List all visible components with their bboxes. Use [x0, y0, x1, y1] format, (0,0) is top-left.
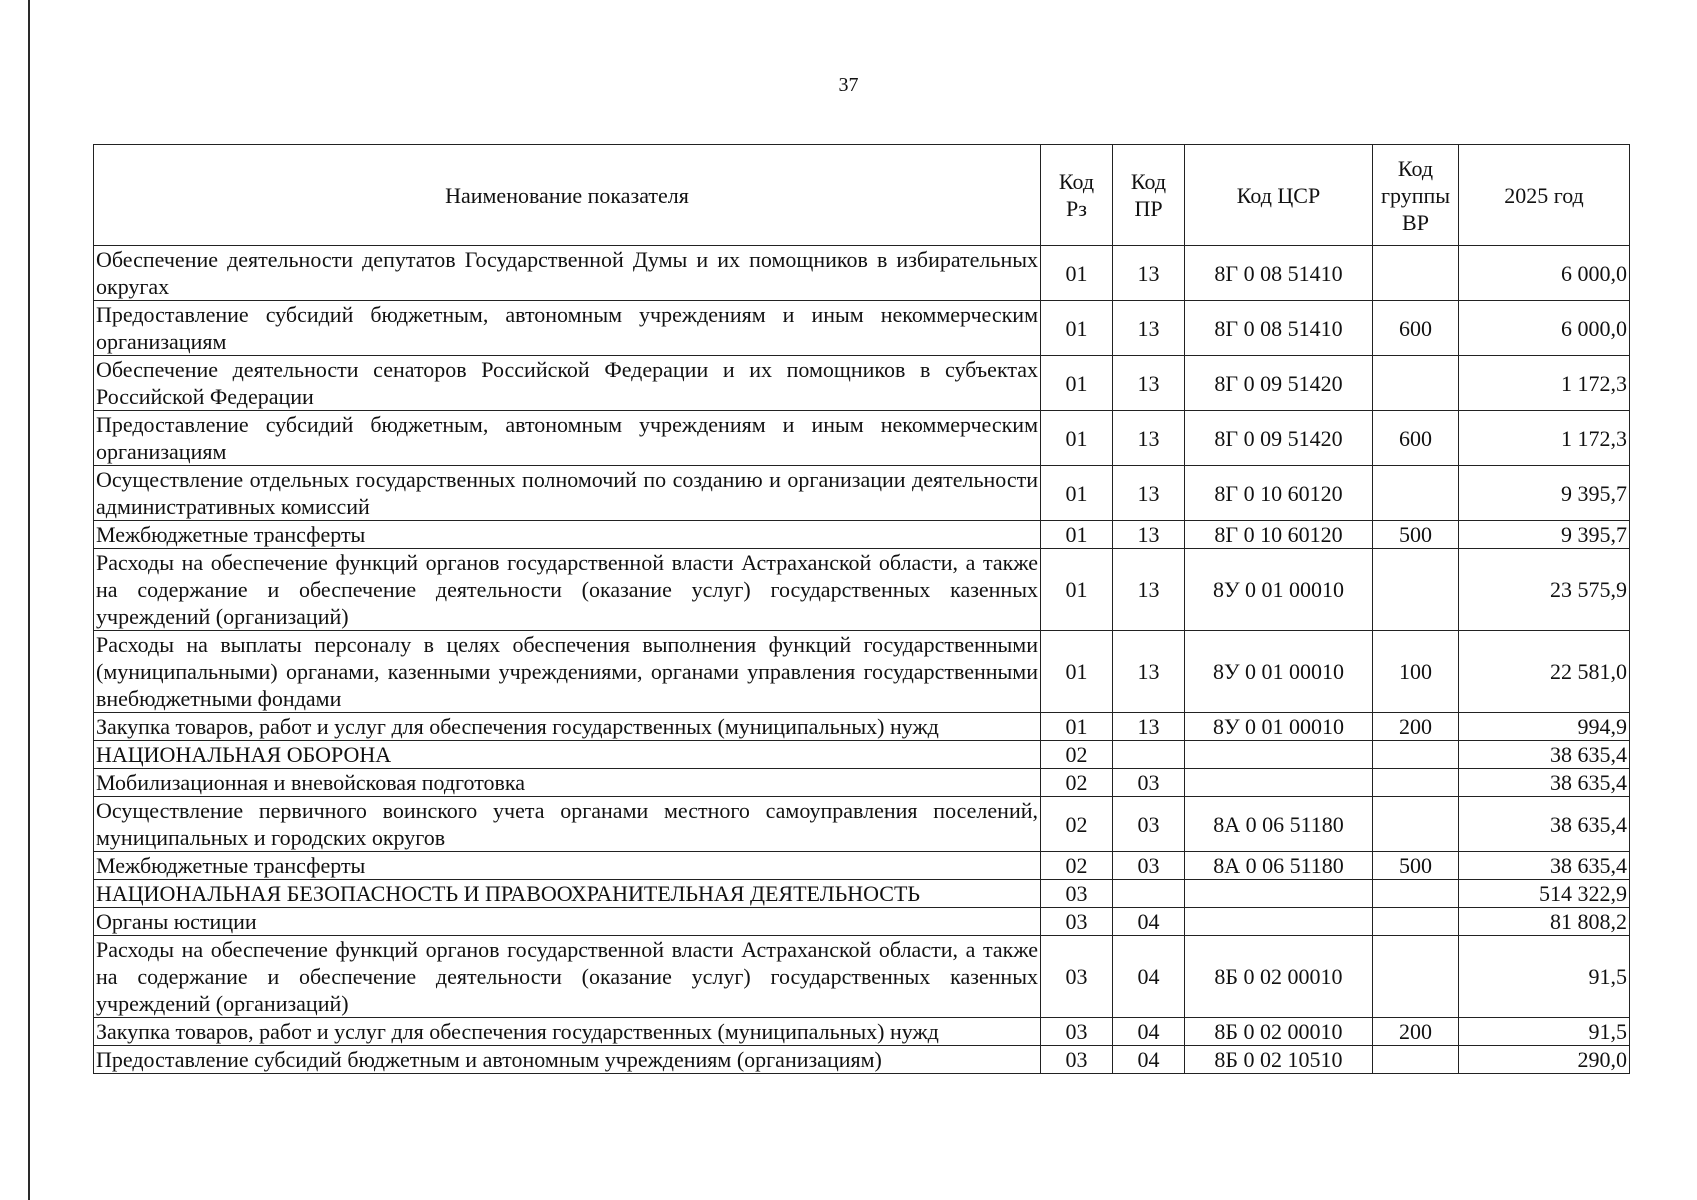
row-name-cell: Предоставление субсидий бюджетным и автономным учреждениям (организациям): [94, 1046, 1041, 1074]
row-vr-cell: 500: [1373, 852, 1459, 880]
row-rz-cell: 03: [1041, 1018, 1113, 1046]
row-vr-cell: [1373, 246, 1459, 301]
row-name-cell: НАЦИОНАЛЬНАЯ ОБОРОНА: [94, 741, 1041, 769]
row-sum-cell: 9 395,7: [1459, 466, 1630, 521]
row-vr-cell: 100: [1373, 631, 1459, 713]
page-number: 37: [838, 74, 859, 96]
row-csr-cell: 8У 0 01 00010: [1185, 631, 1373, 713]
row-csr-cell: 8У 0 01 00010: [1185, 713, 1373, 741]
row-pr-cell: 04: [1113, 1046, 1185, 1074]
row-name-cell: Органы юстиции: [94, 908, 1041, 936]
row-rz-cell: 01: [1041, 356, 1113, 411]
table-row: [94, 521, 1630, 549]
row-rz-cell: 01: [1041, 301, 1113, 356]
row-name-cell: Предоставление субсидий бюджетным, автономным учреждениям и иным некоммерческим организациям: [94, 301, 1041, 356]
row-name-cell: Расходы на обеспечение функций органов государственной власти Астраханской области, а также на содержание и обеспечение деятельности (оказание услуг) государственных казенных учреждений (организаций): [94, 936, 1041, 1018]
row-pr-cell: 03: [1113, 797, 1185, 852]
row-pr-cell: 13: [1113, 411, 1185, 466]
row-rz-cell: 02: [1041, 797, 1113, 852]
row-vr-cell: [1373, 936, 1459, 1018]
row-vr-cell: [1373, 549, 1459, 631]
row-name-cell: Мобилизационная и вневойсковая подготовка: [94, 769, 1041, 797]
row-name-cell: Межбюджетные трансферты: [94, 852, 1041, 880]
row-sum-cell: 514 322,9: [1459, 880, 1630, 908]
row-name-cell: Закупка товаров, работ и услуг для обеспечения государственных (муниципальных) нужд: [94, 713, 1041, 741]
row-vr-cell: [1373, 1046, 1459, 1074]
row-csr-cell: 8Б 0 02 00010: [1185, 1018, 1373, 1046]
table-row: [94, 1018, 1630, 1046]
row-csr-cell: 8Б 0 02 10510: [1185, 1046, 1373, 1074]
row-rz-cell: 03: [1041, 936, 1113, 1018]
row-name-cell: Закупка товаров, работ и услуг для обеспечения государственных (муниципальных) нужд: [94, 1018, 1041, 1046]
row-pr-cell: 13: [1113, 713, 1185, 741]
row-name-cell: Обеспечение деятельности сенаторов Российской Федерации и их помощников в субъектах Российской Федерации: [94, 356, 1041, 411]
row-name-cell: Осуществление первичного воинского учета органами местного самоуправления поселений, муниципальных и городских округов: [94, 797, 1041, 852]
row-rz-cell: 02: [1041, 852, 1113, 880]
row-csr-cell: 8Г 0 08 51410: [1185, 246, 1373, 301]
row-vr-cell: [1373, 356, 1459, 411]
row-rz-cell: 01: [1041, 411, 1113, 466]
row-rz-cell: 03: [1041, 1046, 1113, 1074]
row-name-cell: Межбюджетные трансферты: [94, 521, 1041, 549]
row-csr-cell: 8Г 0 10 60120: [1185, 466, 1373, 521]
row-vr-cell: [1373, 741, 1459, 769]
row-name-cell: Обеспечение деятельности депутатов Государственной Думы и их помощников в избирательных округах: [94, 246, 1041, 301]
table-row: [94, 797, 1630, 852]
row-sum-cell: 1 172,3: [1459, 356, 1630, 411]
header-name: Наименование показателя: [94, 145, 1041, 246]
table-row: [94, 908, 1630, 936]
table-row: [94, 549, 1630, 631]
row-pr-cell: 03: [1113, 769, 1185, 797]
row-rz-cell: 03: [1041, 880, 1113, 908]
row-csr-cell: 8Г 0 10 60120: [1185, 521, 1373, 549]
table-row: [94, 301, 1630, 356]
row-vr-cell: [1373, 880, 1459, 908]
row-name-cell: НАЦИОНАЛЬНАЯ БЕЗОПАСНОСТЬ И ПРАВООХРАНИТЕЛЬНАЯ ДЕЯТЕЛЬНОСТЬ: [94, 880, 1041, 908]
row-csr-cell: 8Г 0 09 51420: [1185, 356, 1373, 411]
row-pr-cell: 13: [1113, 301, 1185, 356]
row-rz-cell: 01: [1041, 631, 1113, 713]
row-vr-cell: [1373, 908, 1459, 936]
row-sum-cell: 9 395,7: [1459, 521, 1630, 549]
row-pr-cell: 13: [1113, 356, 1185, 411]
row-sum-cell: 23 575,9: [1459, 549, 1630, 631]
row-rz-cell: 03: [1041, 908, 1113, 936]
row-vr-cell: 200: [1373, 1018, 1459, 1046]
row-pr-cell: 13: [1113, 521, 1185, 549]
header-pr: Код ПР: [1113, 145, 1185, 246]
row-csr-cell: [1185, 769, 1373, 797]
row-csr-cell: 8Г 0 08 51410: [1185, 301, 1373, 356]
row-sum-cell: 6 000,0: [1459, 301, 1630, 356]
row-vr-cell: 600: [1373, 411, 1459, 466]
table-row: [94, 246, 1630, 301]
table-row: [94, 1046, 1630, 1074]
row-rz-cell: 01: [1041, 549, 1113, 631]
row-sum-cell: 1 172,3: [1459, 411, 1630, 466]
row-sum-cell: 994,9: [1459, 713, 1630, 741]
table-row: [94, 741, 1630, 769]
table-row: [94, 852, 1630, 880]
table-row: [94, 356, 1630, 411]
row-sum-cell: 22 581,0: [1459, 631, 1630, 713]
row-pr-cell: 04: [1113, 936, 1185, 1018]
table-row: [94, 936, 1630, 1018]
row-csr-cell: [1185, 880, 1373, 908]
row-vr-cell: 600: [1373, 301, 1459, 356]
row-vr-cell: [1373, 466, 1459, 521]
row-vr-cell: 500: [1373, 521, 1459, 549]
row-pr-cell: 13: [1113, 466, 1185, 521]
row-pr-cell: [1113, 880, 1185, 908]
row-name-cell: Расходы на обеспечение функций органов государственной власти Астраханской области, а также на содержание и обеспечение деятельности (оказание услуг) государственных казенных учреждений (организаций): [94, 549, 1041, 631]
row-pr-cell: 04: [1113, 1018, 1185, 1046]
row-name-cell: Осуществление отдельных государственных полномочий по созданию и организации деятельности административных комиссий: [94, 466, 1041, 521]
table-row: [94, 880, 1630, 908]
row-rz-cell: 01: [1041, 521, 1113, 549]
row-pr-cell: [1113, 741, 1185, 769]
row-sum-cell: 81 808,2: [1459, 908, 1630, 936]
budget-table: [93, 144, 1630, 1074]
header-rz: Код Рз: [1041, 145, 1113, 246]
row-pr-cell: 13: [1113, 549, 1185, 631]
row-sum-cell: 91,5: [1459, 936, 1630, 1018]
row-csr-cell: 8А 0 06 51180: [1185, 797, 1373, 852]
row-csr-cell: 8У 0 01 00010: [1185, 549, 1373, 631]
row-vr-cell: [1373, 797, 1459, 852]
row-csr-cell: 8Б 0 02 00010: [1185, 936, 1373, 1018]
row-sum-cell: 290,0: [1459, 1046, 1630, 1074]
row-sum-cell: 38 635,4: [1459, 769, 1630, 797]
row-rz-cell: 01: [1041, 466, 1113, 521]
row-pr-cell: 04: [1113, 908, 1185, 936]
row-sum-cell: 38 635,4: [1459, 797, 1630, 852]
row-sum-cell: 91,5: [1459, 1018, 1630, 1046]
row-sum-cell: 38 635,4: [1459, 741, 1630, 769]
table-row: [94, 466, 1630, 521]
row-rz-cell: 02: [1041, 769, 1113, 797]
table-row: [94, 631, 1630, 713]
table-row: [94, 411, 1630, 466]
row-csr-cell: 8Г 0 09 51420: [1185, 411, 1373, 466]
scan-margin-line: [28, 0, 30, 1200]
row-name-cell: Расходы на выплаты персоналу в целях обеспечения выполнения функций государственными (муниципальными) органами, казенными учреждениями, органами управления государственными внебюджетными фондами: [94, 631, 1041, 713]
row-rz-cell: 02: [1041, 741, 1113, 769]
row-name-cell: Предоставление субсидий бюджетным, автономным учреждениям и иным некоммерческим организациям: [94, 411, 1041, 466]
row-sum-cell: 6 000,0: [1459, 246, 1630, 301]
row-csr-cell: [1185, 908, 1373, 936]
table-header-row: [94, 145, 1630, 246]
row-vr-cell: 200: [1373, 713, 1459, 741]
row-sum-cell: 38 635,4: [1459, 852, 1630, 880]
row-pr-cell: 13: [1113, 631, 1185, 713]
row-vr-cell: [1373, 769, 1459, 797]
row-pr-cell: 03: [1113, 852, 1185, 880]
row-csr-cell: [1185, 741, 1373, 769]
row-rz-cell: 01: [1041, 246, 1113, 301]
row-csr-cell: 8А 0 06 51180: [1185, 852, 1373, 880]
table-row: [94, 713, 1630, 741]
header-csr: Код ЦСР: [1185, 145, 1373, 246]
header-vr: Код группы ВР: [1373, 145, 1459, 246]
header-sum: 2025 год: [1459, 145, 1630, 246]
row-rz-cell: 01: [1041, 713, 1113, 741]
table-row: [94, 769, 1630, 797]
row-pr-cell: 13: [1113, 246, 1185, 301]
